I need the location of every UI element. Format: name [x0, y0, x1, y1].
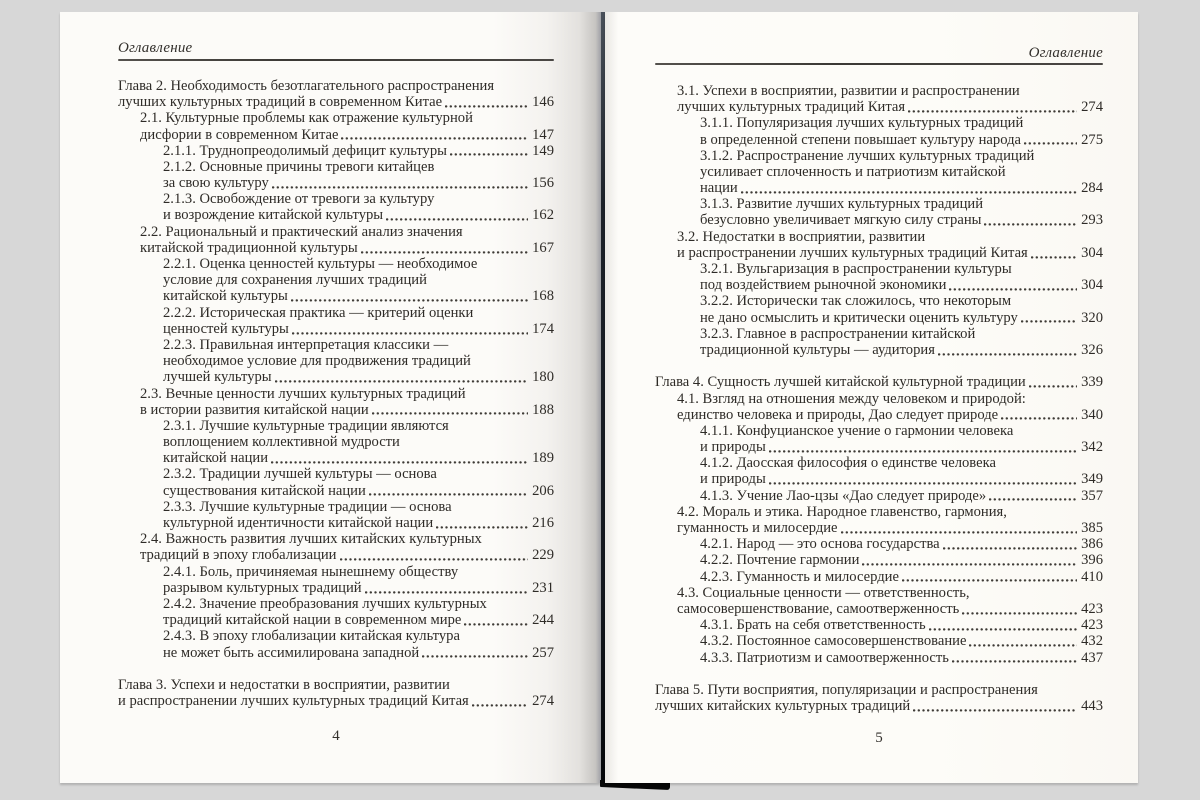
toc-entry-text: 4.3. Социальные ценности — ответственность,: [677, 584, 970, 601]
toc-entry-line: [163, 418, 554, 434]
toc-entry-line: [163, 564, 554, 580]
toc-entry: [655, 682, 1103, 714]
toc-entry: [700, 650, 1103, 666]
dot-leader: [929, 628, 1077, 631]
toc-page-ref: 156: [532, 175, 554, 192]
toc-entry-text: 2.1.3. Освобождение от тревоги за культуру: [163, 191, 435, 208]
toc-entry: [118, 677, 554, 709]
toc-entry-line: [700, 310, 1103, 326]
toc-entry: [700, 569, 1103, 585]
running-head-right: Оглавление: [1028, 45, 1103, 61]
toc-entry-line: [655, 682, 1103, 698]
toc-entry: [140, 531, 554, 563]
toc-entry-text: 2.3. Вечные ценности лучших культурных традиций: [140, 385, 466, 402]
toc-entry-text: ценностей культуры: [163, 320, 289, 337]
toc-entry-line: [118, 78, 554, 94]
toc-page-ref: 304: [1081, 277, 1103, 294]
toc-entry-line: [677, 504, 1103, 520]
toc-entry-text: 4.1. Взгляд на отношения между человеком и природой:: [677, 390, 1026, 407]
toc-entry-text: и распространении лучших культурных традиций Китая: [118, 693, 469, 710]
toc-entry: [677, 504, 1103, 536]
toc-entry-line: [700, 277, 1103, 293]
toc-entry-text: 2.1. Культурные проблемы как отражение культурной: [140, 110, 473, 127]
dot-leader: [902, 579, 1077, 582]
toc-entry-line: [700, 261, 1103, 277]
dot-leader: [1029, 385, 1077, 388]
toc-page-ref: 437: [1081, 649, 1103, 666]
toc-page-ref: 167: [532, 239, 554, 256]
toc-entry-text: в истории развития китайской нации: [140, 401, 369, 418]
toc-entry-text: дисфории в современном Китае: [140, 126, 339, 143]
toc-entry: [163, 596, 554, 628]
toc-entry-text: разрывом культурных традиций: [163, 579, 362, 596]
toc-page-ref: 339: [1081, 374, 1103, 391]
toc-page-ref: 326: [1081, 341, 1103, 358]
toc-entry-text: традиционной культуры — аудитория: [700, 341, 935, 358]
toc-entry: [700, 326, 1103, 358]
toc-entry-line: [140, 386, 554, 402]
toc-page-ref: 340: [1081, 406, 1103, 423]
toc-entry-line: [140, 127, 554, 143]
toc-entry: [700, 261, 1103, 293]
toc-entry-line: [677, 585, 1103, 601]
toc-entry-line: [700, 552, 1103, 568]
toc-entry-text: 2.3.2. Традиции лучшей культуры — основа: [163, 466, 437, 483]
toc-entry-text: 3.1. Успехи в восприятии, развитии и распространении: [677, 82, 1020, 99]
toc-entry-line: [655, 698, 1103, 714]
toc-entry-line: [140, 402, 554, 418]
toc-page-ref: 180: [532, 369, 554, 386]
dot-leader: [984, 223, 1077, 226]
dot-leader: [450, 153, 528, 156]
toc-entry: [163, 499, 554, 531]
toc-page-ref: 432: [1081, 633, 1103, 650]
toc-entry-line: [140, 240, 554, 256]
toc-entry-text: лучших культурных традиций Китая: [677, 99, 906, 116]
toc-entry-line: [163, 305, 554, 321]
dot-leader: [341, 137, 528, 140]
toc-entry: [700, 196, 1103, 228]
dot-leader: [952, 660, 1077, 663]
toc-entry-line: [677, 407, 1103, 423]
toc-entry-text: Глава 5. Пути восприятия, популяризации и распространения: [655, 681, 1038, 698]
toc-entry-text: 4.3.2. Постоянное самосовершенствование: [700, 633, 967, 650]
toc-entry-line: [700, 455, 1103, 471]
toc-entry-text: под воздействием рыночной экономики: [700, 277, 947, 294]
toc-entry-text: 3.2.2. Исторически так сложилось, что некоторым: [700, 293, 1012, 310]
running-head-left: Оглавление: [118, 40, 193, 56]
toc-entry-text: необходимое условие для продвижения традиций: [163, 353, 471, 370]
dot-leader: [275, 380, 529, 383]
toc-entry-text: 2.3.1. Лучшие культурные традиции являются: [163, 417, 449, 434]
toc-page-ref: 423: [1081, 617, 1103, 634]
dot-leader: [292, 332, 528, 335]
toc-entry-line: [700, 439, 1103, 455]
toc-entry-line: [163, 353, 554, 369]
toc-entry-line: [700, 293, 1103, 309]
toc-entry-text: 3.1.2. Распространение лучших культурных традиций: [700, 147, 1035, 164]
toc-entry-line: [700, 180, 1103, 196]
toc-entry-line: [163, 612, 554, 628]
toc-page-ref: 189: [532, 450, 554, 467]
toc-page-ref: 386: [1081, 536, 1103, 553]
dot-leader: [361, 251, 528, 254]
toc-page-ref: 168: [532, 288, 554, 305]
dot-leader: [372, 412, 528, 415]
toc-entry-text: Глава 4. Сущность лучшей китайской культурной традиции: [655, 374, 1026, 391]
toc-entry-line: [163, 256, 554, 272]
toc-entry-text: 2.2.2. Историческая практика — критерий оценки: [163, 304, 474, 321]
toc-entry: [163, 564, 554, 596]
toc-entry-text: 4.2.3. Гуманность и милосердие: [700, 568, 899, 585]
toc-entry-text: 3.1.1. Популяризация лучших культурных традиций: [700, 115, 1024, 132]
toc-entry-text: 4.3.3. Патриотизм и самоотверженность: [700, 649, 949, 666]
toc-page-ref: 423: [1081, 600, 1103, 617]
toc-page-ref: 174: [532, 320, 554, 337]
toc-entry-line: [163, 191, 554, 207]
toc-entry: [700, 633, 1103, 649]
toc-entry: [118, 78, 554, 110]
toc-entry-text: воплощением коллективной мудрости: [163, 434, 400, 451]
toc-page-ref: 146: [532, 94, 554, 111]
toc-entry-text: 2.4.2. Значение преобразования лучших культурных: [163, 595, 487, 612]
dot-leader: [989, 498, 1077, 501]
dot-leader: [422, 655, 528, 658]
dot-leader: [445, 105, 528, 108]
toc-page-ref: 410: [1081, 568, 1103, 585]
toc-entry-line: [700, 569, 1103, 585]
toc-entry-text: 3.2.3. Главное в распространении китайской: [700, 325, 976, 342]
toc-entry-line: [163, 175, 554, 191]
toc-entry: [700, 115, 1103, 147]
dot-leader: [1031, 256, 1077, 259]
toc-entry-text: гуманность и милосердие: [677, 520, 838, 537]
toc-entry-line: [700, 536, 1103, 552]
toc-list-right: [655, 83, 1103, 714]
dot-leader: [769, 450, 1077, 453]
toc-entry-text: 4.2.2. Почтение гармонии: [700, 552, 860, 569]
dot-leader: [1021, 320, 1077, 323]
toc-entry-text: 3.1.3. Развитие лучших культурных традиций: [700, 196, 984, 213]
toc-entry-text: китайской нации: [163, 450, 269, 467]
toc-entry-text: нации: [700, 180, 738, 197]
toc-entry-text: Глава 2. Необходимость безотлагательного распространения: [118, 77, 495, 94]
toc-entry: [163, 305, 554, 337]
toc-entry-line: [677, 99, 1103, 115]
toc-entry: [140, 110, 554, 142]
toc-entry-line: [677, 245, 1103, 261]
toc-entry-text: Глава 3. Успехи и недостатки в восприятии, развитии: [118, 676, 450, 693]
toc-page-ref: 149: [532, 142, 554, 159]
toc-entry-text: не дано осмыслить и критически оценить культуру: [700, 309, 1018, 326]
toc-page-ref: 275: [1081, 131, 1103, 148]
toc-entry-line: [163, 596, 554, 612]
toc-entry-text: не может быть ассимилирована западной: [163, 644, 420, 661]
toc-entry-text: 2.1.1. Труднопреодолимый дефицит культуры: [163, 142, 447, 159]
dot-leader: [943, 547, 1077, 550]
toc-page-ref: 147: [532, 126, 554, 143]
toc-entry-text: самосовершенствование, самоотверженность: [677, 600, 960, 617]
toc-entry-text: и возрождение китайской культуры: [163, 207, 384, 224]
toc-entry: [700, 455, 1103, 487]
dot-leader: [913, 709, 1077, 712]
toc-entry-text: 2.2.1. Оценка ценностей культуры — необходимое: [163, 256, 478, 273]
toc-page-ref: 274: [532, 693, 554, 710]
toc-entry-line: [677, 520, 1103, 536]
toc-entry-line: [677, 601, 1103, 617]
toc-entry: [163, 143, 554, 159]
toc-entry-line: [163, 515, 554, 531]
dot-leader: [1024, 142, 1077, 145]
toc-page-ref: 304: [1081, 244, 1103, 261]
toc-entry: [700, 536, 1103, 552]
toc-page-ref: 443: [1081, 698, 1103, 715]
page-number-right: 5: [875, 730, 883, 746]
toc-entry: [700, 552, 1103, 568]
toc-entry: [163, 191, 554, 223]
dot-leader: [862, 563, 1077, 566]
toc-entry-line: [677, 391, 1103, 407]
toc-page-ref: 274: [1081, 99, 1103, 116]
toc-page-ref: 357: [1081, 487, 1103, 504]
toc-page-ref: 244: [532, 612, 554, 629]
toc-entry: [677, 391, 1103, 423]
dot-leader: [741, 191, 1077, 194]
toc-entry-line: [163, 288, 554, 304]
dot-leader: [436, 526, 528, 529]
toc-entry-line: [140, 531, 554, 547]
toc-entry-text: культурной идентичности китайской нации: [163, 515, 434, 532]
toc-entry-text: лучшей культуры: [163, 369, 272, 386]
toc-entry-text: китайской культуры: [163, 288, 288, 305]
dot-leader: [938, 353, 1077, 356]
toc-entry-line: [655, 374, 1103, 390]
dot-leader: [369, 493, 528, 496]
toc-page-ref: 206: [532, 482, 554, 499]
toc-entry-line: [163, 208, 554, 224]
toc-entry-text: лучших китайских культурных традиций: [655, 698, 911, 715]
toc-entry-line: [700, 650, 1103, 666]
dot-leader: [949, 288, 1077, 291]
toc-page-ref: 349: [1081, 471, 1103, 488]
toc-page-ref: 257: [532, 644, 554, 661]
toc-page-ref: 342: [1081, 439, 1103, 456]
right-page: [605, 12, 1138, 783]
toc-entry-text: лучших культурных традиций в современном Китае: [118, 94, 443, 111]
dot-leader: [969, 644, 1077, 647]
header-rule-right: [655, 63, 1103, 65]
toc-entry: [677, 83, 1103, 115]
toc-entry: [677, 585, 1103, 617]
toc-entry-line: [700, 488, 1103, 504]
toc-entry-text: 4.1.2. Даосская философия о единстве человека: [700, 455, 996, 472]
toc-page-ref: 320: [1081, 309, 1103, 326]
toc-entry-text: 2.1.2. Основные причины тревоги китайцев: [163, 158, 435, 175]
dot-leader: [769, 482, 1077, 485]
toc-entry-text: безусловно увеличивает мягкую силу страны: [700, 212, 982, 229]
toc-entry-text: условие для сохранения лучших традиций: [163, 272, 427, 289]
toc-page-ref: 284: [1081, 180, 1103, 197]
toc-list-left: [118, 78, 554, 709]
toc-entry: [163, 418, 554, 467]
toc-page-ref: 231: [532, 579, 554, 596]
toc-entry-line: [163, 483, 554, 499]
dot-leader: [841, 531, 1078, 534]
toc-entry-line: [140, 110, 554, 126]
toc-entry-line: [700, 423, 1103, 439]
toc-entry-line: [677, 229, 1103, 245]
toc-entry: [163, 256, 554, 305]
toc-entry-text: и природы: [700, 439, 766, 456]
toc-entry-text: 2.2. Рациональный и практический анализ значения: [140, 223, 463, 240]
toc-entry: [163, 159, 554, 191]
toc-entry-text: и природы: [700, 471, 766, 488]
dot-leader: [472, 704, 528, 707]
toc-entry-line: [118, 693, 554, 709]
toc-entry-line: [700, 617, 1103, 633]
toc-entry-text: усиливает сплоченность и патриотизм китайской: [700, 163, 1006, 180]
toc-entry-text: 3.2. Недостатки в восприятии, развитии: [677, 228, 926, 245]
toc-page-ref: 216: [532, 515, 554, 532]
toc-entry: [163, 337, 554, 386]
toc-entry-line: [163, 159, 554, 175]
dot-leader: [464, 623, 528, 626]
toc-entry-line: [163, 628, 554, 644]
toc-entry-line: [700, 326, 1103, 342]
toc-entry-text: традиций китайской нации в современном мире: [163, 612, 462, 629]
dot-leader: [340, 558, 529, 561]
toc-entry: [700, 617, 1103, 633]
toc-entry-line: [677, 83, 1103, 99]
toc-entry-text: 2.2.3. Правильная интерпретация классики —: [163, 336, 449, 353]
toc-entry: [677, 229, 1103, 261]
toc-entry-text: и распространении лучших культурных традиций Китая: [677, 244, 1028, 261]
toc-entry-text: 4.1.3. Учение Лао-цзы «Дао следует природе»: [700, 487, 987, 504]
toc-entry: [700, 423, 1103, 455]
toc-entry-text: 4.2. Мораль и этика. Народное главенство, гармония,: [677, 503, 1007, 520]
toc-entry-text: 2.4. Важность развития лучших китайских культурных: [140, 531, 482, 548]
toc-entry-line: [163, 337, 554, 353]
header-rule-left: [118, 59, 554, 61]
toc-entry-text: 4.3.1. Брать на себя ответственность: [700, 617, 926, 634]
toc-entry-text: за свою культуру: [163, 175, 269, 192]
toc-entry-line: [163, 434, 554, 450]
toc-page-ref: 396: [1081, 552, 1103, 569]
toc-entry-line: [163, 450, 554, 466]
dot-leader: [272, 186, 528, 189]
left-page: [60, 12, 601, 783]
toc-entry-line: [700, 342, 1103, 358]
toc-entry-line: [118, 677, 554, 693]
toc-entry-text: традиций в эпоху глобализации: [140, 547, 337, 564]
dot-leader: [271, 461, 528, 464]
toc-entry-line: [700, 196, 1103, 212]
toc-page-ref: 229: [532, 547, 554, 564]
toc-entry-line: [700, 148, 1103, 164]
toc-entry-line: [163, 580, 554, 596]
dot-leader: [962, 612, 1077, 615]
toc-entry-line: [700, 164, 1103, 180]
toc-entry: [140, 224, 554, 256]
dot-leader: [1001, 417, 1077, 420]
toc-entry: [700, 293, 1103, 325]
toc-entry-line: [163, 321, 554, 337]
dot-leader: [291, 299, 528, 302]
toc-entry-text: 2.4.1. Боль, причиняемая нынешнему обществу: [163, 563, 459, 580]
toc-entry: [163, 628, 554, 660]
toc-entry: [163, 467, 554, 499]
toc-entry-line: [700, 132, 1103, 148]
toc-entry: [700, 148, 1103, 197]
toc-page-ref: 188: [532, 401, 554, 418]
toc-entry-line: [700, 213, 1103, 229]
toc-page-ref: 385: [1081, 520, 1103, 537]
toc-entry-line: [163, 369, 554, 385]
toc-entry-line: [163, 645, 554, 661]
toc-page-ref: 162: [532, 207, 554, 224]
toc-entry-text: в определенной степени повышает культуру народа: [700, 131, 1021, 148]
toc-entry-text: 4.1.1. Конфуцианское учение о гармонии человека: [700, 422, 1014, 439]
dot-leader: [386, 218, 528, 221]
toc-entry-text: китайской традиционной культуры: [140, 239, 358, 256]
toc-entry: [655, 374, 1103, 390]
dot-leader: [908, 110, 1077, 113]
toc-entry-text: существования китайской нации: [163, 482, 366, 499]
toc-entry-text: 4.2.1. Народ — это основа государства: [700, 536, 940, 553]
toc-entry-text: 3.2.1. Вульгаризация в распространении культуры: [700, 261, 1012, 278]
toc-entry: [700, 488, 1103, 504]
toc-entry-text: единство человека и природы, Дао следует природе: [677, 406, 999, 423]
toc-page-ref: 293: [1081, 212, 1103, 229]
toc-entry-line: [140, 224, 554, 240]
toc-entry-line: [700, 633, 1103, 649]
toc-entry-line: [700, 472, 1103, 488]
toc-entry-line: [163, 272, 554, 288]
toc-entry-text: 2.4.3. В эпоху глобализации китайская культура: [163, 628, 460, 645]
toc-entry-line: [700, 115, 1103, 131]
toc-entry-line: [118, 94, 554, 110]
toc-entry-line: [163, 143, 554, 159]
page-number-left: 4: [332, 728, 340, 744]
toc-entry: [140, 386, 554, 418]
toc-entry-text: 2.3.3. Лучшие культурные традиции — основа: [163, 498, 452, 515]
toc-entry-line: [163, 467, 554, 483]
toc-entry-line: [140, 547, 554, 563]
dot-leader: [365, 591, 529, 594]
toc-entry-line: [163, 499, 554, 515]
